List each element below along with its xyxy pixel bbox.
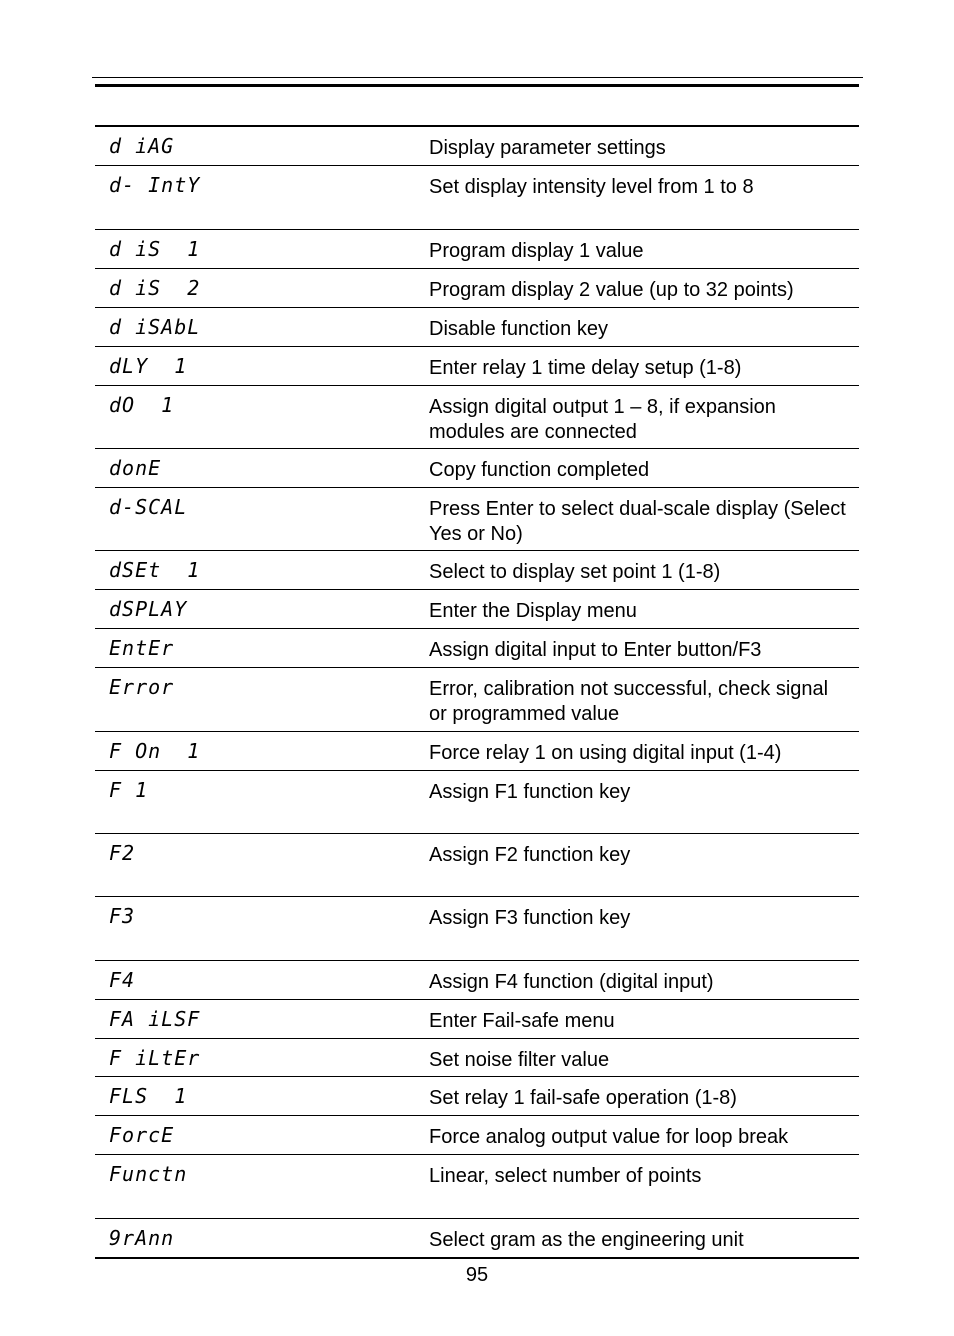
table-row — [95, 897, 859, 961]
table-row — [95, 386, 859, 449]
display-code: FLS 1 — [109, 1084, 188, 1108]
description: Linear, select number of points — [429, 1165, 702, 1187]
description: Error, calibration not successful, check signal or programmed value — [429, 678, 829, 725]
description: Display parameter settings — [429, 137, 666, 159]
description: Program display 1 value — [429, 240, 644, 262]
description: Assign F2 function key — [429, 844, 631, 866]
description: Assign F1 function key — [429, 781, 631, 803]
display-code: FA iLSF — [109, 1007, 201, 1031]
table-row — [95, 1039, 859, 1077]
page-number: 95 — [465, 1264, 489, 1286]
display-code: 9rAnn — [109, 1226, 175, 1250]
display-code: F iLtEr — [109, 1046, 201, 1070]
display-code: d iSAbL — [109, 315, 201, 339]
description: Force analog output value for loop break — [429, 1126, 789, 1148]
description: Set relay 1 fail-safe operation (1-8) — [429, 1087, 737, 1109]
description: Assign F3 function key — [429, 907, 631, 929]
description: Select to display set point 1 (1-8) — [429, 561, 721, 583]
description: Enter Fail-safe menu — [429, 1010, 615, 1032]
header-rule-thick — [95, 84, 859, 87]
display-code: F 1 — [109, 778, 149, 802]
description: Set noise filter value — [429, 1049, 610, 1071]
display-code: F On 1 — [109, 739, 201, 763]
description: Enter relay 1 time delay setup (1-8) — [429, 357, 742, 379]
table-row — [95, 347, 859, 386]
description: Program display 2 value (up to 32 points) — [429, 279, 794, 301]
description: Select gram as the engineering unit — [429, 1229, 744, 1251]
table-row — [95, 629, 859, 668]
header-rule-thin — [92, 77, 863, 78]
display-code: F4 — [109, 968, 136, 992]
display-code: EntEr — [109, 636, 175, 660]
table-row — [95, 488, 859, 551]
description: Set display intensity level from 1 to 8 — [429, 176, 754, 198]
description: Copy function completed — [429, 459, 650, 481]
table-row — [95, 1000, 859, 1039]
display-code: dLY 1 — [109, 354, 188, 378]
description: Disable function key — [429, 318, 608, 340]
description: Assign digital output 1 – 8, if expansion modules are connected — [429, 396, 776, 443]
description: Assign digital input to Enter button/F3 — [429, 639, 762, 661]
display-code: F2 — [109, 841, 136, 865]
display-code: donE — [109, 456, 162, 480]
table-row — [95, 269, 859, 308]
table-row — [95, 230, 859, 269]
display-code: dSPLAY — [109, 597, 188, 621]
display-code: d iAG — [109, 134, 175, 158]
table-row — [95, 449, 859, 488]
table-row — [95, 1155, 859, 1219]
display-code: d iS 2 — [109, 276, 201, 300]
table-row — [95, 127, 859, 166]
description: Enter the Display menu — [429, 600, 637, 622]
display-code: Functn — [109, 1162, 188, 1186]
table-row — [95, 961, 859, 1000]
table-row — [95, 166, 859, 230]
table-row — [95, 590, 859, 629]
display-code: d- IntY — [109, 173, 201, 197]
display-code: dSEt 1 — [109, 558, 201, 582]
table-row — [95, 732, 859, 771]
table-row — [95, 1077, 859, 1116]
description: Force relay 1 on using digital input (1-4) — [429, 742, 782, 764]
display-code: d-SCAL — [109, 495, 188, 519]
table-row — [95, 668, 859, 732]
display-code: F3 — [109, 904, 136, 928]
table-row — [95, 551, 859, 590]
table-row — [95, 771, 859, 834]
table-row — [95, 1219, 859, 1259]
display-code: ForcE — [109, 1123, 175, 1147]
display-code: d iS 1 — [109, 237, 201, 261]
display-code: Error — [109, 675, 175, 699]
table-row — [95, 834, 859, 897]
description: Press Enter to select dual-scale display (Select Yes or No) — [429, 498, 846, 545]
table-row — [95, 308, 859, 347]
parameter-table — [95, 125, 859, 1259]
table-row — [95, 1116, 859, 1155]
description: Assign F4 function (digital input) — [429, 971, 714, 993]
display-code: dO 1 — [109, 393, 175, 417]
